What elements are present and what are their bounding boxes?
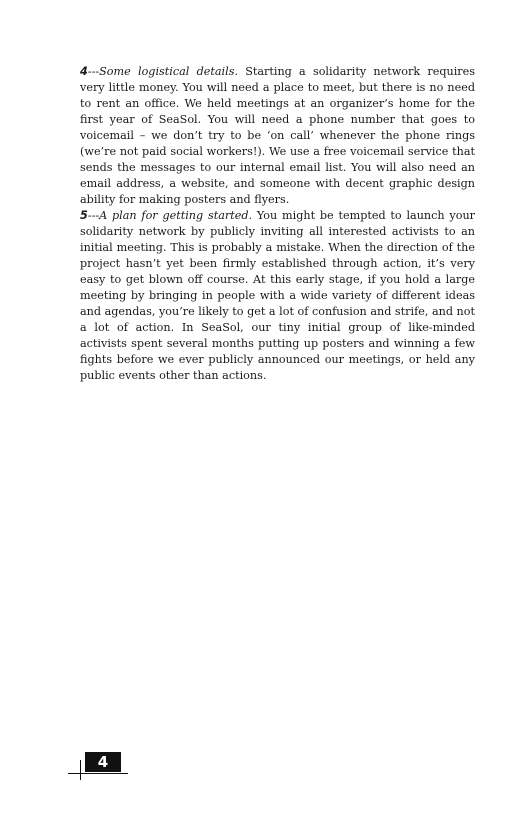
paragraph-heading: Some logistical details.	[99, 65, 238, 78]
crop-mark-horizontal	[68, 773, 128, 774]
paragraph-logistical-details	[80, 64, 475, 208]
crop-mark-vertical	[80, 760, 81, 780]
paragraph-separator: ---	[87, 65, 100, 78]
paragraph-number: 4	[80, 65, 88, 78]
paragraph-plan-getting-started	[80, 208, 475, 384]
page-number: 4	[85, 752, 121, 772]
paragraph-body: You might be tempted to launch your solidarity network by publicly inviting all interested activists to an initial meeting. This is probably a mistake. When the direction of the project hasn’t yet been firmly established through action, it’s very easy to get blown off course. At this early stage, if you hold a large meeting by bringing in people with a wide variety of different ideas and agendas, you’re likely to get a lot of confusion and strife, and not a lot of action. In SeaSol, our tiny initial group of like-minded activists spent several months putting up posters and winning a few fights before we ever publicly announced our meetings, or held any public events other than actions.	[80, 209, 475, 382]
paragraph-heading: A plan for getting started.	[99, 209, 253, 222]
paragraph-body: Starting a solidarity network requires very little money. You will need a place to meet, but there is no need to rent an office. We held meetings at an organizer’s home for the first year of SeaSol. You will need a phone number that goes to voicemail – we don’t try to be ‘on call’ whenever the phone rings (we’re not paid social workers!). We use a free voicemail service that sends the messages to our internal email list. You will also need an email address, a website, and someone with decent graphic design ability for making posters and flyers.	[80, 65, 475, 206]
paragraph-number: 5	[80, 209, 88, 222]
paragraph-separator: ---	[87, 209, 100, 222]
